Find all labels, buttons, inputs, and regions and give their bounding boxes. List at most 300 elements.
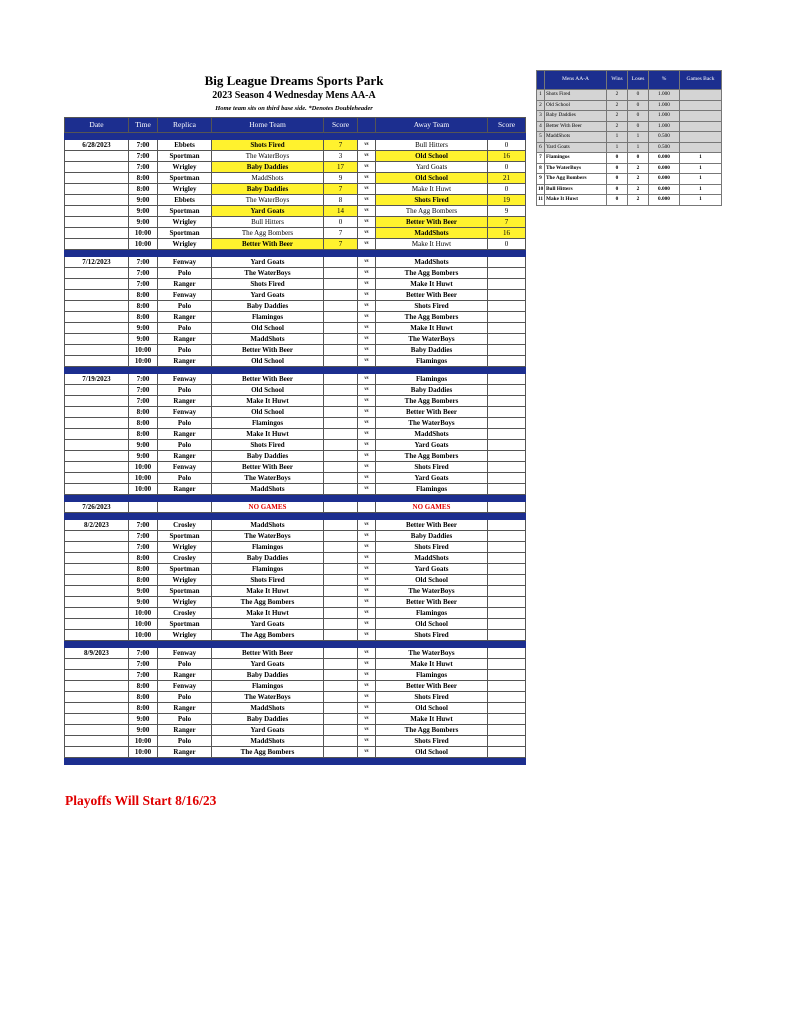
home-team: Bull Hitters (212, 217, 324, 228)
away-score: 21 (488, 173, 526, 184)
game-time: 9:00 (129, 217, 158, 228)
standings-rank: 3 (537, 111, 545, 122)
vs-label: vs (358, 747, 376, 758)
game-replica: Sportman (158, 564, 212, 575)
game-row (65, 334, 526, 345)
game-date: 8/2/2023 (65, 520, 129, 531)
standings-wins: 1 (607, 142, 628, 153)
away-score (488, 659, 526, 670)
standings-wins: 0 (607, 184, 628, 195)
game-replica: Crosley (158, 520, 212, 531)
home-team: Shots Fired (212, 440, 324, 451)
standings-row (537, 184, 722, 195)
game-replica: Sportman (158, 619, 212, 630)
game-replica: Ranger (158, 334, 212, 345)
home-score: 8 (324, 195, 358, 206)
home-score (324, 725, 358, 736)
home-team: Shots Fired (212, 575, 324, 586)
game-time: 9:00 (129, 440, 158, 451)
away-score (488, 440, 526, 451)
standings-wins: 0 (607, 163, 628, 174)
game-date (65, 279, 129, 290)
col-home-score-header: Score (324, 118, 358, 133)
standings-loses: 1 (628, 132, 649, 143)
game-row (65, 630, 526, 641)
standings-rank: 11 (537, 195, 545, 206)
away-team: Make It Huwt (376, 184, 488, 195)
game-time: 7:00 (129, 385, 158, 396)
game-replica: Polo (158, 736, 212, 747)
game-time: 8:00 (129, 553, 158, 564)
game-time: 10:00 (129, 345, 158, 356)
home-team: Yard Goats (212, 725, 324, 736)
away-score (488, 575, 526, 586)
home-team: Baby Daddies (212, 451, 324, 462)
standings-rank: 1 (537, 90, 545, 101)
standings-loses: 0 (628, 153, 649, 164)
game-replica: Ranger (158, 747, 212, 758)
home-score (324, 608, 358, 619)
away-score (488, 692, 526, 703)
standings-team: MaddShots (545, 132, 607, 143)
game-row (65, 140, 526, 151)
home-team: Flamingos (212, 418, 324, 429)
away-team: Flamingos (376, 608, 488, 619)
away-score: 0 (488, 162, 526, 173)
away-team: The WaterBoys (376, 334, 488, 345)
home-score (324, 418, 358, 429)
game-time: 10:00 (129, 239, 158, 250)
vs-label: vs (358, 334, 376, 345)
home-team: The Agg Bombers (212, 228, 324, 239)
away-team: The WaterBoys (376, 648, 488, 659)
away-score (488, 648, 526, 659)
col-time-header: Time (129, 118, 158, 133)
away-team: Shots Fired (376, 195, 488, 206)
game-row (65, 714, 526, 725)
home-team: Yard Goats (212, 257, 324, 268)
vs-label: vs (358, 173, 376, 184)
vs-label: vs (358, 681, 376, 692)
home-team: Old School (212, 385, 324, 396)
game-time (129, 502, 158, 513)
standings-games-back: 1 (680, 153, 722, 164)
standings-rank: 2 (537, 100, 545, 111)
standings-games-back (680, 132, 722, 143)
vs-label: vs (358, 206, 376, 217)
game-row (65, 407, 526, 418)
game-time: 10:00 (129, 484, 158, 495)
game-row (65, 542, 526, 553)
away-team: Better With Beer (376, 681, 488, 692)
away-score (488, 374, 526, 385)
game-date (65, 451, 129, 462)
game-time: 7:00 (129, 659, 158, 670)
standings-pct: 0.500 (649, 142, 680, 153)
game-date (65, 268, 129, 279)
away-score (488, 484, 526, 495)
game-time: 7:00 (129, 520, 158, 531)
standings-wins: 2 (607, 100, 628, 111)
home-score: 3 (324, 151, 358, 162)
game-replica: Polo (158, 692, 212, 703)
home-no-games: NO GAMES (212, 502, 324, 513)
standings-games-back (680, 90, 722, 101)
home-team: Baby Daddies (212, 184, 324, 195)
game-time: 7:00 (129, 151, 158, 162)
game-date (65, 659, 129, 670)
away-team: Flamingos (376, 374, 488, 385)
away-team: Old School (376, 619, 488, 630)
standings-team: Make It Huwt (545, 195, 607, 206)
game-time: 9:00 (129, 206, 158, 217)
standings-team-header: Mens AA-A (545, 71, 607, 90)
standings-pct: 1.000 (649, 90, 680, 101)
standings-row (537, 121, 722, 132)
away-team: Better With Beer (376, 520, 488, 531)
vs-label: vs (358, 608, 376, 619)
game-replica: Sportman (158, 531, 212, 542)
game-row (65, 385, 526, 396)
game-row (65, 279, 526, 290)
game-row (65, 531, 526, 542)
game-row (65, 312, 526, 323)
away-team: Old School (376, 173, 488, 184)
game-time: 10:00 (129, 619, 158, 630)
separator-cell (65, 250, 526, 257)
game-time: 7:00 (129, 140, 158, 151)
game-row (65, 484, 526, 495)
standings-row (537, 195, 722, 206)
away-score: 0 (488, 184, 526, 195)
game-row (65, 520, 526, 531)
home-score (324, 542, 358, 553)
home-team: Yard Goats (212, 290, 324, 301)
game-replica: Ranger (158, 312, 212, 323)
home-team: Baby Daddies (212, 670, 324, 681)
standings-wins: 2 (607, 111, 628, 122)
game-row (65, 429, 526, 440)
away-team: The Agg Bombers (376, 268, 488, 279)
game-row (65, 239, 526, 250)
standings-rank: 7 (537, 153, 545, 164)
away-score (488, 597, 526, 608)
standings-row (537, 111, 722, 122)
vs-label: vs (358, 692, 376, 703)
game-time: 7:00 (129, 374, 158, 385)
home-team: MaddShots (212, 520, 324, 531)
col-vs-header (358, 118, 376, 133)
game-date: 7/12/2023 (65, 257, 129, 268)
standings-wins: 2 (607, 90, 628, 101)
vs-label: vs (358, 714, 376, 725)
vs-label: vs (358, 228, 376, 239)
away-team: Baby Daddies (376, 531, 488, 542)
game-row (65, 356, 526, 367)
away-team: The Agg Bombers (376, 312, 488, 323)
away-score: 7 (488, 217, 526, 228)
game-replica: Wrigley (158, 630, 212, 641)
game-row (65, 659, 526, 670)
away-score (488, 502, 526, 513)
game-date (65, 564, 129, 575)
game-date (65, 162, 129, 173)
home-score (324, 597, 358, 608)
home-score (324, 334, 358, 345)
standings-team: Flamingos (545, 153, 607, 164)
away-team: MaddShots (376, 553, 488, 564)
standings-rank: 10 (537, 184, 545, 195)
game-replica: Wrigley (158, 239, 212, 250)
away-team: Flamingos (376, 356, 488, 367)
away-score (488, 564, 526, 575)
away-score: 19 (488, 195, 526, 206)
game-date (65, 531, 129, 542)
game-date: 8/9/2023 (65, 648, 129, 659)
standings-loses-header: Loses (628, 71, 649, 90)
away-team: Shots Fired (376, 692, 488, 703)
home-team: Baby Daddies (212, 553, 324, 564)
vs-label: vs (358, 279, 376, 290)
home-score (324, 575, 358, 586)
game-replica: Polo (158, 473, 212, 484)
home-team: Baby Daddies (212, 162, 324, 173)
away-score (488, 670, 526, 681)
home-score (324, 356, 358, 367)
home-score: 7 (324, 184, 358, 195)
home-score (324, 323, 358, 334)
game-time: 7:00 (129, 268, 158, 279)
game-row (65, 681, 526, 692)
standings-loses: 2 (628, 174, 649, 185)
home-team: Yard Goats (212, 659, 324, 670)
vs-label: vs (358, 564, 376, 575)
col-home-team-header: Home Team (212, 118, 324, 133)
game-replica: Fenway (158, 681, 212, 692)
game-replica: Polo (158, 440, 212, 451)
vs-label: vs (358, 268, 376, 279)
away-score (488, 681, 526, 692)
home-score (324, 312, 358, 323)
standings-loses: 1 (628, 142, 649, 153)
home-score: 9 (324, 173, 358, 184)
vs-label: vs (358, 473, 376, 484)
home-team: Make It Huwt (212, 608, 324, 619)
standings-rank: 9 (537, 174, 545, 185)
home-score (324, 553, 358, 564)
standings-team: Shots Fired (545, 90, 607, 101)
home-team: Better With Beer (212, 648, 324, 659)
away-score: 0 (488, 140, 526, 151)
away-team: Make It Huwt (376, 323, 488, 334)
home-team: Old School (212, 356, 324, 367)
game-date (65, 407, 129, 418)
game-date (65, 484, 129, 495)
game-time: 7:00 (129, 162, 158, 173)
home-score (324, 268, 358, 279)
game-time: 10:00 (129, 747, 158, 758)
vs-label: vs (358, 195, 376, 206)
away-team: Shots Fired (376, 542, 488, 553)
home-team: Better With Beer (212, 374, 324, 385)
home-score: 7 (324, 140, 358, 151)
game-date (65, 714, 129, 725)
vs-label: vs (358, 140, 376, 151)
game-row (65, 553, 526, 564)
game-row (65, 268, 526, 279)
standings-rank: 6 (537, 142, 545, 153)
header-note: Home team sits on third base side. *Denotes Doubleheader (215, 105, 373, 112)
standings-table (536, 70, 722, 206)
away-score (488, 531, 526, 542)
game-replica: Crosley (158, 608, 212, 619)
home-team: Baby Daddies (212, 714, 324, 725)
game-date (65, 173, 129, 184)
standings-pct: 0.000 (649, 153, 680, 164)
standings-team: Yard Goats (545, 142, 607, 153)
away-team: Better With Beer (376, 290, 488, 301)
away-team: Better With Beer (376, 407, 488, 418)
away-score (488, 268, 526, 279)
standings-team: Bull Hitters (545, 184, 607, 195)
standings-pct: 1.000 (649, 121, 680, 132)
game-date: 7/26/2023 (65, 502, 129, 513)
standings-loses: 0 (628, 121, 649, 132)
vs-label: vs (358, 531, 376, 542)
col-date-header: Date (65, 118, 129, 133)
game-time: 8:00 (129, 575, 158, 586)
no-games-row (65, 502, 526, 513)
standings-games-back (680, 142, 722, 153)
home-score (324, 747, 358, 758)
away-score (488, 290, 526, 301)
game-row (65, 586, 526, 597)
game-time: 8:00 (129, 301, 158, 312)
vs-label: vs (358, 151, 376, 162)
vs-label: vs (358, 356, 376, 367)
game-row (65, 290, 526, 301)
away-team: Yard Goats (376, 162, 488, 173)
away-score (488, 407, 526, 418)
away-team: The Agg Bombers (376, 396, 488, 407)
vs-label: vs (358, 575, 376, 586)
game-time: 10:00 (129, 630, 158, 641)
week-separator (65, 133, 526, 140)
standings-team: The WaterBoys (545, 163, 607, 174)
separator-cell (65, 495, 526, 502)
vs-label: vs (358, 619, 376, 630)
game-replica: Ranger (158, 670, 212, 681)
game-date (65, 418, 129, 429)
standings-rank-header (537, 71, 545, 90)
game-replica: Polo (158, 418, 212, 429)
home-team: The Agg Bombers (212, 747, 324, 758)
game-replica: Wrigley (158, 542, 212, 553)
home-score (324, 714, 358, 725)
standings-wins-header: Wins (607, 71, 628, 90)
game-replica: Polo (158, 345, 212, 356)
game-replica: Wrigley (158, 162, 212, 173)
home-team: Better With Beer (212, 462, 324, 473)
away-score (488, 586, 526, 597)
standings-wins: 1 (607, 132, 628, 143)
standings-pct: 0.000 (649, 163, 680, 174)
game-row (65, 703, 526, 714)
vs-label: vs (358, 659, 376, 670)
game-replica: Ranger (158, 484, 212, 495)
week-separator (65, 250, 526, 257)
vs-label: vs (358, 440, 376, 451)
game-row (65, 374, 526, 385)
away-score: 9 (488, 206, 526, 217)
game-date (65, 334, 129, 345)
standings-row (537, 142, 722, 153)
game-row (65, 440, 526, 451)
game-row (65, 462, 526, 473)
home-score (324, 692, 358, 703)
standings-row (537, 163, 722, 174)
home-team: Make It Huwt (212, 396, 324, 407)
vs-label (358, 502, 376, 513)
game-row (65, 217, 526, 228)
game-time: 9:00 (129, 334, 158, 345)
home-team: Make It Huwt (212, 586, 324, 597)
vs-label: vs (358, 736, 376, 747)
home-score: 0 (324, 217, 358, 228)
game-replica: Ranger (158, 356, 212, 367)
game-time: 10:00 (129, 608, 158, 619)
away-team: Make It Huwt (376, 714, 488, 725)
home-team: Baby Daddies (212, 301, 324, 312)
game-date (65, 345, 129, 356)
vs-label: vs (358, 217, 376, 228)
standings-row (537, 90, 722, 101)
standings-team: The Agg Bombers (545, 174, 607, 185)
separator-cell (65, 513, 526, 520)
game-date (65, 681, 129, 692)
game-replica: Wrigley (158, 184, 212, 195)
playoffs-notice: Playoffs Will Start 8/16/23 (65, 793, 217, 808)
game-replica (158, 502, 212, 513)
game-row (65, 736, 526, 747)
game-date (65, 473, 129, 484)
away-score: 16 (488, 228, 526, 239)
game-replica: Ebbets (158, 140, 212, 151)
away-score (488, 619, 526, 630)
home-team: The Agg Bombers (212, 597, 324, 608)
home-team: Shots Fired (212, 279, 324, 290)
home-score (324, 681, 358, 692)
game-date (65, 290, 129, 301)
game-time: 7:00 (129, 670, 158, 681)
game-row (65, 206, 526, 217)
vs-label: vs (358, 301, 376, 312)
game-time: 9:00 (129, 323, 158, 334)
separator-cell (65, 641, 526, 648)
away-team: The Agg Bombers (376, 206, 488, 217)
game-replica: Ebbets (158, 195, 212, 206)
game-row (65, 418, 526, 429)
game-replica: Ranger (158, 703, 212, 714)
header (64, 72, 524, 113)
away-team: The WaterBoys (376, 586, 488, 597)
game-time: 7:00 (129, 542, 158, 553)
game-time: 7:00 (129, 396, 158, 407)
home-team: Better With Beer (212, 345, 324, 356)
away-team: Yard Goats (376, 473, 488, 484)
home-team: The WaterBoys (212, 692, 324, 703)
game-date (65, 151, 129, 162)
